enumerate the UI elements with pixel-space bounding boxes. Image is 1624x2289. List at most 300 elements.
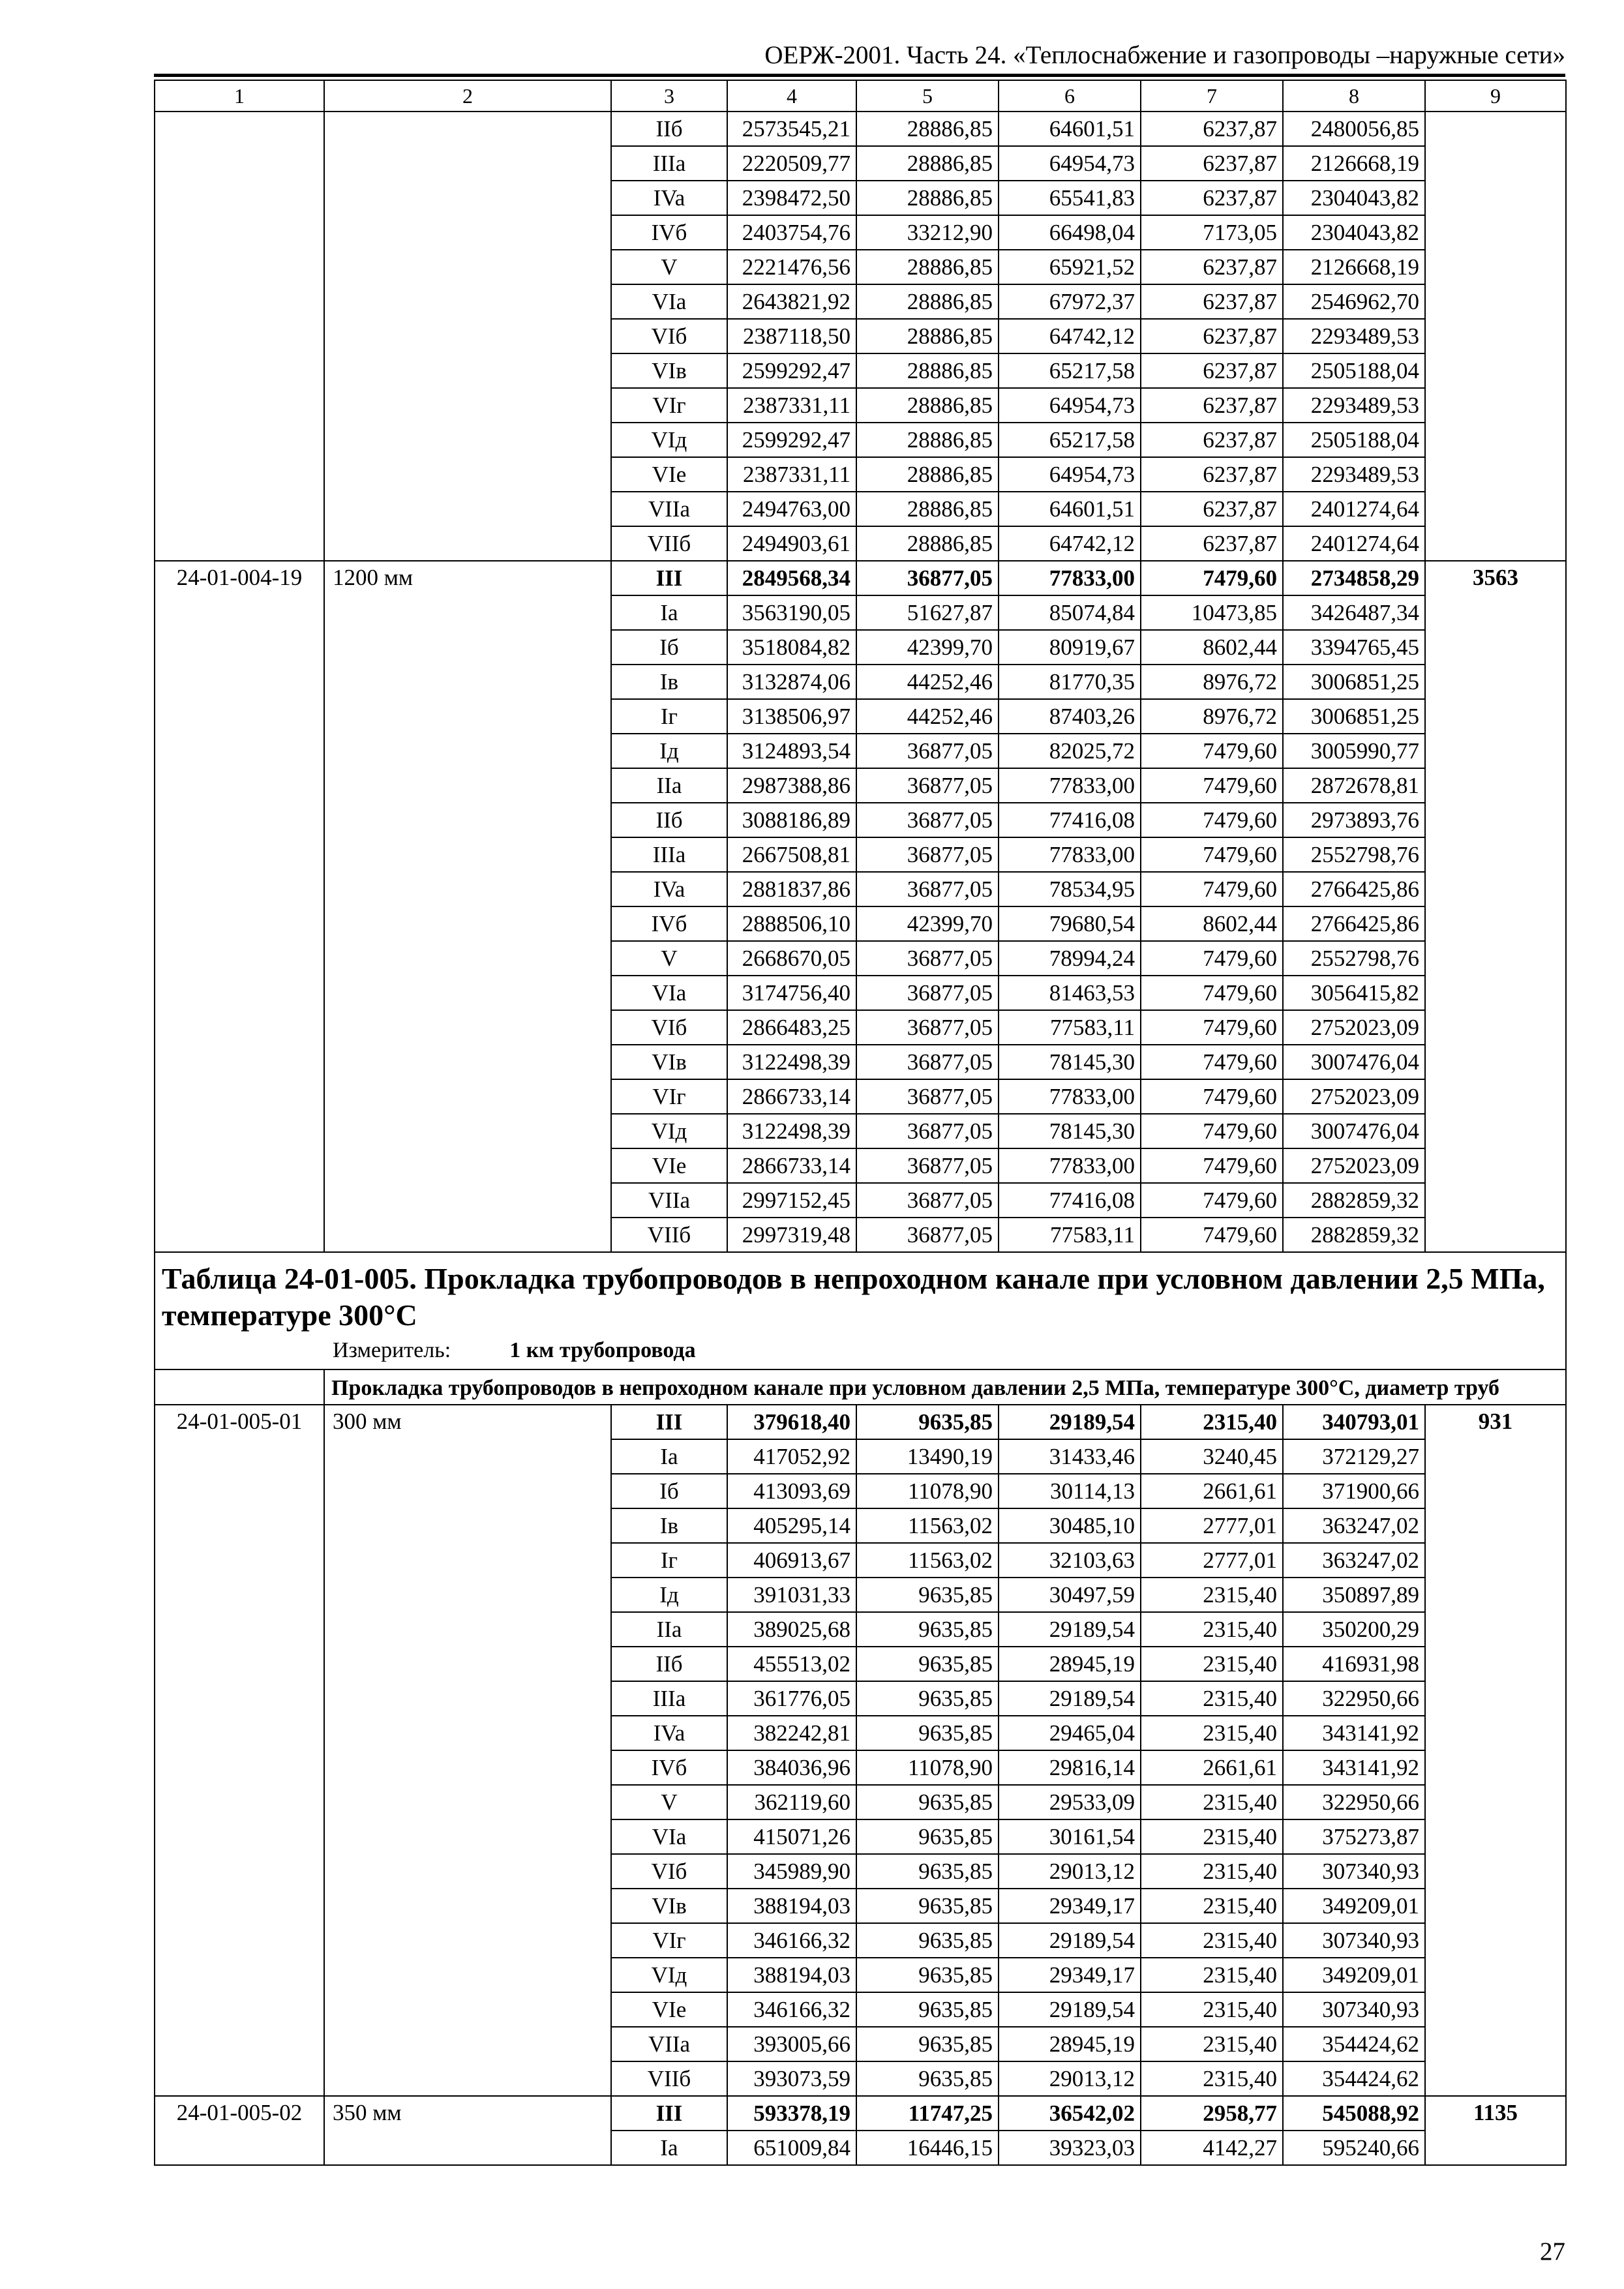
table-subtitle-row <box>155 1369 1566 1405</box>
labor-cost-cell: 36877,05 <box>856 1148 999 1183</box>
table-row <box>155 561 1566 595</box>
machine-cost-cell: 78145,30 <box>999 1045 1141 1079</box>
operator-wage-cell: 2315,40 <box>1141 1405 1283 1439</box>
direct-cost-cell: 2494763,00 <box>727 492 856 526</box>
machine-cost-cell: 39323,03 <box>999 2131 1141 2165</box>
labor-cost-cell: 28886,85 <box>856 181 999 215</box>
variant-cell: VIe <box>611 1148 727 1183</box>
direct-cost-cell: 2997152,45 <box>727 1183 856 1218</box>
machine-cost-cell: 29189,54 <box>999 1612 1141 1647</box>
machine-cost-cell: 29189,54 <box>999 1992 1141 2027</box>
labor-cost-cell: 28886,85 <box>856 457 999 492</box>
operator-wage-cell: 7479,60 <box>1141 1218 1283 1252</box>
direct-cost-cell: 2221476,56 <box>727 250 856 284</box>
variant-cell: IIб <box>611 1647 727 1681</box>
labor-cost-cell: 28886,85 <box>856 146 999 181</box>
labor-cost-cell: 9635,85 <box>856 1785 999 1819</box>
operator-wage-cell: 7479,60 <box>1141 1079 1283 1114</box>
labor-cost-cell: 36877,05 <box>856 1079 999 1114</box>
labor-hours-total <box>1425 112 1566 561</box>
material-cost-cell: 2293489,53 <box>1283 388 1425 423</box>
material-cost-cell: 2872678,81 <box>1283 768 1425 803</box>
material-cost-cell: 349209,01 <box>1283 1958 1425 1992</box>
direct-cost-cell: 393005,66 <box>727 2027 856 2061</box>
operator-wage-cell: 2315,40 <box>1141 1923 1283 1958</box>
operator-wage-cell: 2315,40 <box>1141 1958 1283 1992</box>
direct-cost-cell: 393073,59 <box>727 2061 856 2096</box>
operator-wage-cell: 7479,60 <box>1141 768 1283 803</box>
variant-cell: VIб <box>611 319 727 353</box>
operator-wage-cell: 6237,87 <box>1141 284 1283 319</box>
machine-cost-cell: 77416,08 <box>999 803 1141 837</box>
labor-cost-cell: 28886,85 <box>856 319 999 353</box>
labor-cost-cell: 16446,15 <box>856 2131 999 2165</box>
material-cost-cell: 354424,62 <box>1283 2061 1425 2096</box>
material-cost-cell: 2552798,76 <box>1283 837 1425 872</box>
operator-wage-cell: 6237,87 <box>1141 146 1283 181</box>
machine-cost-cell: 29013,12 <box>999 2061 1141 2096</box>
direct-cost-cell: 2866733,14 <box>727 1079 856 1114</box>
table-row <box>155 112 1566 146</box>
operator-wage-cell: 2315,40 <box>1141 1992 1283 2027</box>
material-cost-cell: 2304043,82 <box>1283 181 1425 215</box>
direct-cost-cell: 362119,60 <box>727 1785 856 1819</box>
machine-cost-cell: 66498,04 <box>999 215 1141 250</box>
material-cost-cell: 3426487,34 <box>1283 595 1425 630</box>
variant-cell: IVб <box>611 906 727 941</box>
machine-cost-cell: 64601,51 <box>999 492 1141 526</box>
variant-cell: V <box>611 1785 727 1819</box>
column-number: 3 <box>611 80 727 112</box>
material-cost-cell: 2766425,86 <box>1283 906 1425 941</box>
material-cost-cell: 2752023,09 <box>1283 1079 1425 1114</box>
variant-cell: IIIa <box>611 837 727 872</box>
operator-wage-cell: 2777,01 <box>1141 1543 1283 1578</box>
machine-cost-cell: 64742,12 <box>999 319 1141 353</box>
labor-cost-cell: 11078,90 <box>856 1474 999 1508</box>
machine-cost-cell: 36542,02 <box>999 2096 1141 2131</box>
material-cost-cell: 545088,92 <box>1283 2096 1425 2131</box>
variant-cell: IIб <box>611 803 727 837</box>
operator-wage-cell: 2315,40 <box>1141 1854 1283 1889</box>
operator-wage-cell: 2315,40 <box>1141 2027 1283 2061</box>
labor-cost-cell: 36877,05 <box>856 837 999 872</box>
header-rule <box>154 74 1565 77</box>
material-cost-cell: 595240,66 <box>1283 2131 1425 2165</box>
direct-cost-cell: 3122498,39 <box>727 1114 856 1148</box>
labor-cost-cell: 36877,05 <box>856 1010 999 1045</box>
direct-cost-cell: 3124893,54 <box>727 734 856 768</box>
subtitle-blank-cell <box>155 1369 324 1405</box>
variant-cell: Iг <box>611 699 727 734</box>
operator-wage-cell: 7479,60 <box>1141 976 1283 1010</box>
machine-cost-cell: 29349,17 <box>999 1889 1141 1923</box>
operator-wage-cell: 3240,45 <box>1141 1439 1283 1474</box>
operator-wage-cell: 7479,60 <box>1141 734 1283 768</box>
variant-cell: Ia <box>611 2131 727 2165</box>
column-number: 1 <box>155 80 324 112</box>
direct-cost-cell: 2599292,47 <box>727 353 856 388</box>
operator-wage-cell: 4142,27 <box>1141 2131 1283 2165</box>
operator-wage-cell: 7479,60 <box>1141 941 1283 976</box>
machine-cost-cell: 65217,58 <box>999 423 1141 457</box>
direct-cost-cell: 3518084,82 <box>727 630 856 665</box>
material-cost-cell: 2304043,82 <box>1283 215 1425 250</box>
material-cost-cell: 416931,98 <box>1283 1647 1425 1681</box>
machine-cost-cell: 82025,72 <box>999 734 1141 768</box>
operator-wage-cell: 6237,87 <box>1141 112 1283 146</box>
machine-cost-cell: 78534,95 <box>999 872 1141 906</box>
material-cost-cell: 3006851,25 <box>1283 665 1425 699</box>
material-cost-cell: 3007476,04 <box>1283 1114 1425 1148</box>
direct-cost-cell: 415071,26 <box>727 1819 856 1854</box>
labor-cost-cell: 36877,05 <box>856 768 999 803</box>
variant-cell: Iд <box>611 734 727 768</box>
operator-wage-cell: 6237,87 <box>1141 250 1283 284</box>
direct-cost-cell: 417052,92 <box>727 1439 856 1474</box>
variant-cell: IIб <box>611 112 727 146</box>
variant-cell: Iв <box>611 1508 727 1543</box>
operator-wage-cell: 2777,01 <box>1141 1508 1283 1543</box>
direct-cost-cell: 388194,03 <box>727 1889 856 1923</box>
machine-cost-cell: 81770,35 <box>999 665 1141 699</box>
direct-cost-cell: 2866483,25 <box>727 1010 856 1045</box>
labor-cost-cell: 28886,85 <box>856 284 999 319</box>
variant-cell: VIa <box>611 1819 727 1854</box>
material-cost-cell: 372129,27 <box>1283 1439 1425 1474</box>
direct-cost-cell: 384036,96 <box>727 1750 856 1785</box>
variant-cell: VIв <box>611 1889 727 1923</box>
labor-cost-cell: 44252,46 <box>856 665 999 699</box>
material-cost-cell: 3394765,45 <box>1283 630 1425 665</box>
column-number: 4 <box>727 80 856 112</box>
variant-cell: Ia <box>611 1439 727 1474</box>
table-title-row <box>155 1252 1566 1369</box>
material-cost-cell: 2766425,86 <box>1283 872 1425 906</box>
machine-cost-cell: 32103,63 <box>999 1543 1141 1578</box>
material-cost-cell: 2973893,76 <box>1283 803 1425 837</box>
labor-cost-cell: 36877,05 <box>856 976 999 1010</box>
variant-cell: VIIa <box>611 492 727 526</box>
direct-cost-cell: 2667508,81 <box>727 837 856 872</box>
labor-cost-cell: 36877,05 <box>856 561 999 595</box>
material-cost-cell: 343141,92 <box>1283 1716 1425 1750</box>
labor-cost-cell: 36877,05 <box>856 803 999 837</box>
direct-cost-cell: 2849568,34 <box>727 561 856 595</box>
column-number: 9 <box>1425 80 1566 112</box>
variant-cell: VIIa <box>611 2027 727 2061</box>
operator-wage-cell: 7479,60 <box>1141 1010 1283 1045</box>
material-cost-cell: 2126668,19 <box>1283 250 1425 284</box>
measure-line <box>333 1336 1559 1365</box>
labor-cost-cell: 9635,85 <box>856 1578 999 1612</box>
labor-cost-cell: 28886,85 <box>856 353 999 388</box>
variant-cell: IVa <box>611 1716 727 1750</box>
material-cost-cell: 3007476,04 <box>1283 1045 1425 1079</box>
labor-cost-cell: 28886,85 <box>856 423 999 457</box>
variant-cell: V <box>611 941 727 976</box>
machine-cost-cell: 64742,12 <box>999 526 1141 561</box>
labor-cost-cell: 9635,85 <box>856 2061 999 2096</box>
machine-cost-cell: 77833,00 <box>999 1148 1141 1183</box>
variant-cell: III <box>611 1405 727 1439</box>
variant-cell: IVб <box>611 1750 727 1785</box>
direct-cost-cell: 2387331,11 <box>727 388 856 423</box>
material-cost-cell: 2293489,53 <box>1283 319 1425 353</box>
labor-cost-cell: 36877,05 <box>856 1114 999 1148</box>
material-cost-cell: 2546962,70 <box>1283 284 1425 319</box>
machine-cost-cell: 77833,00 <box>999 768 1141 803</box>
direct-cost-cell: 346166,32 <box>727 1923 856 1958</box>
column-number: 2 <box>324 80 611 112</box>
variant-cell: VIIa <box>611 1183 727 1218</box>
material-cost-cell: 2882859,32 <box>1283 1183 1425 1218</box>
material-cost-cell: 3056415,82 <box>1283 976 1425 1010</box>
direct-cost-cell: 3122498,39 <box>727 1045 856 1079</box>
variant-cell: Ia <box>611 595 727 630</box>
machine-cost-cell: 65921,52 <box>999 250 1141 284</box>
variant-cell: VIe <box>611 1992 727 2027</box>
material-cost-cell: 363247,02 <box>1283 1543 1425 1578</box>
operator-wage-cell: 2315,40 <box>1141 1647 1283 1681</box>
direct-cost-cell: 413093,69 <box>727 1474 856 1508</box>
variant-cell: VIe <box>611 457 727 492</box>
variant-cell: Iв <box>611 665 727 699</box>
operator-wage-cell: 6237,87 <box>1141 492 1283 526</box>
material-cost-cell: 2552798,76 <box>1283 941 1425 976</box>
material-cost-cell: 343141,92 <box>1283 1750 1425 1785</box>
machine-cost-cell: 77833,00 <box>999 1079 1141 1114</box>
material-cost-cell: 2505188,04 <box>1283 353 1425 388</box>
machine-cost-cell: 65217,58 <box>999 353 1141 388</box>
operator-wage-cell: 2315,40 <box>1141 1716 1283 1750</box>
labor-cost-cell: 9635,85 <box>856 1716 999 1750</box>
machine-cost-cell: 87403,26 <box>999 699 1141 734</box>
column-number: 6 <box>999 80 1141 112</box>
column-number: 8 <box>1283 80 1425 112</box>
labor-cost-cell: 9635,85 <box>856 1854 999 1889</box>
labor-cost-cell: 42399,70 <box>856 630 999 665</box>
labor-cost-cell: 28886,85 <box>856 250 999 284</box>
material-cost-cell: 2401274,64 <box>1283 492 1425 526</box>
variant-cell: Iб <box>611 1474 727 1508</box>
operator-wage-cell: 6237,87 <box>1141 457 1283 492</box>
direct-cost-cell: 2573545,21 <box>727 112 856 146</box>
labor-cost-cell: 9635,85 <box>856 1405 999 1439</box>
variant-cell: IIIa <box>611 1681 727 1716</box>
material-cost-cell: 2126668,19 <box>1283 146 1425 181</box>
labor-cost-cell: 36877,05 <box>856 1045 999 1079</box>
operator-wage-cell: 6237,87 <box>1141 319 1283 353</box>
operator-wage-cell: 7479,60 <box>1141 561 1283 595</box>
machine-cost-cell: 85074,84 <box>999 595 1141 630</box>
variant-cell: VIг <box>611 1079 727 1114</box>
variant-cell: Iб <box>611 630 727 665</box>
column-number: 7 <box>1141 80 1283 112</box>
direct-cost-cell: 2987388,86 <box>727 768 856 803</box>
rate-code: 24-01-005-02 <box>155 2096 324 2165</box>
labor-cost-cell: 11747,25 <box>856 2096 999 2131</box>
pipe-diameter: 1200 мм <box>324 561 611 1252</box>
variant-cell: Iд <box>611 1578 727 1612</box>
machine-cost-cell: 77583,11 <box>999 1010 1141 1045</box>
machine-cost-cell: 78145,30 <box>999 1114 1141 1148</box>
material-cost-cell: 2480056,85 <box>1283 112 1425 146</box>
labor-cost-cell: 44252,46 <box>856 699 999 734</box>
material-cost-cell: 2293489,53 <box>1283 457 1425 492</box>
labor-cost-cell: 9635,85 <box>856 2027 999 2061</box>
direct-cost-cell: 651009,84 <box>727 2131 856 2165</box>
labor-cost-cell: 36877,05 <box>856 734 999 768</box>
labor-cost-cell: 36877,05 <box>856 872 999 906</box>
column-number: 5 <box>856 80 999 112</box>
operator-wage-cell: 8602,44 <box>1141 630 1283 665</box>
labor-cost-cell: 36877,05 <box>856 1218 999 1252</box>
labor-cost-cell: 9635,85 <box>856 1992 999 2027</box>
direct-cost-cell: 382242,81 <box>727 1716 856 1750</box>
machine-cost-cell: 30497,59 <box>999 1578 1141 1612</box>
machine-cost-cell: 64954,73 <box>999 388 1141 423</box>
direct-cost-cell: 345989,90 <box>727 1854 856 1889</box>
labor-hours-total: 3563 <box>1425 561 1566 1252</box>
variant-cell: III <box>611 2096 727 2131</box>
operator-wage-cell: 8602,44 <box>1141 906 1283 941</box>
operator-wage-cell: 6237,87 <box>1141 423 1283 457</box>
material-cost-cell: 375273,87 <box>1283 1819 1425 1854</box>
material-cost-cell: 2752023,09 <box>1283 1148 1425 1183</box>
direct-cost-cell: 405295,14 <box>727 1508 856 1543</box>
labor-cost-cell: 42399,70 <box>856 906 999 941</box>
table-title-cell <box>155 1252 1566 1369</box>
direct-cost-cell: 3138506,97 <box>727 699 856 734</box>
operator-wage-cell: 8976,72 <box>1141 665 1283 699</box>
operator-wage-cell: 7173,05 <box>1141 215 1283 250</box>
variant-cell: VIб <box>611 1010 727 1045</box>
variant-cell: IVa <box>611 181 727 215</box>
machine-cost-cell: 30114,13 <box>999 1474 1141 1508</box>
material-cost-cell: 349209,01 <box>1283 1889 1425 1923</box>
direct-cost-cell: 2997319,48 <box>727 1218 856 1252</box>
machine-cost-cell: 64954,73 <box>999 457 1141 492</box>
variant-cell: VIг <box>611 388 727 423</box>
direct-cost-cell: 2398472,50 <box>727 181 856 215</box>
material-cost-cell: 307340,93 <box>1283 1923 1425 1958</box>
labor-cost-cell: 9635,85 <box>856 1681 999 1716</box>
direct-cost-cell: 455513,02 <box>727 1647 856 1681</box>
operator-wage-cell: 2315,40 <box>1141 2061 1283 2096</box>
direct-cost-cell: 388194,03 <box>727 1958 856 1992</box>
labor-cost-cell: 11563,02 <box>856 1508 999 1543</box>
variant-cell: IIa <box>611 1612 727 1647</box>
material-cost-cell: 354424,62 <box>1283 2027 1425 2061</box>
labor-cost-cell: 51627,87 <box>856 595 999 630</box>
variant-cell: III <box>611 561 727 595</box>
operator-wage-cell: 6237,87 <box>1141 526 1283 561</box>
direct-cost-cell: 3563190,05 <box>727 595 856 630</box>
labor-cost-cell: 11563,02 <box>856 1543 999 1578</box>
table-title: Таблица 24-01-005. Прокладка трубопроводов в непроходном канале при условном давлении 2,5 МПа, температуре 300°С <box>162 1262 1545 1332</box>
machine-cost-cell: 31433,46 <box>999 1439 1141 1474</box>
operator-wage-cell: 6237,87 <box>1141 181 1283 215</box>
pipe-diameter: 350 мм <box>324 2096 611 2165</box>
machine-cost-cell: 29349,17 <box>999 1958 1141 1992</box>
labor-cost-cell: 33212,90 <box>856 215 999 250</box>
machine-cost-cell: 67972,37 <box>999 284 1141 319</box>
table-row <box>155 1405 1566 1439</box>
operator-wage-cell: 2315,40 <box>1141 1612 1283 1647</box>
direct-cost-cell: 2668670,05 <box>727 941 856 976</box>
rate-code: 24-01-005-01 <box>155 1405 324 2096</box>
machine-cost-cell: 79680,54 <box>999 906 1141 941</box>
table-subtitle: Прокладка трубопроводов в непроходном канале при условном давлении 2,5 МПа, температуре 300°С, диаметр труб <box>324 1369 1566 1405</box>
variant-cell: VIв <box>611 353 727 388</box>
direct-cost-cell: 2643821,92 <box>727 284 856 319</box>
machine-cost-cell: 77833,00 <box>999 561 1141 595</box>
variant-cell: VIд <box>611 423 727 457</box>
machine-cost-cell: 30485,10 <box>999 1508 1141 1543</box>
direct-cost-cell: 2599292,47 <box>727 423 856 457</box>
material-cost-cell: 2734858,29 <box>1283 561 1425 595</box>
labor-cost-cell: 28886,85 <box>856 388 999 423</box>
labor-cost-cell: 9635,85 <box>856 1889 999 1923</box>
material-cost-cell: 371900,66 <box>1283 1474 1425 1508</box>
labor-cost-cell: 28886,85 <box>856 492 999 526</box>
direct-cost-cell: 2387118,50 <box>727 319 856 353</box>
material-cost-cell: 2505188,04 <box>1283 423 1425 457</box>
pipe-diameter: 300 мм <box>324 1405 611 2096</box>
direct-cost-cell: 391031,33 <box>727 1578 856 1612</box>
column-number-row <box>155 80 1566 112</box>
machine-cost-cell: 29189,54 <box>999 1405 1141 1439</box>
machine-cost-cell: 77583,11 <box>999 1218 1141 1252</box>
machine-cost-cell: 64601,51 <box>999 112 1141 146</box>
material-cost-cell: 322950,66 <box>1283 1681 1425 1716</box>
direct-cost-cell: 2403754,76 <box>727 215 856 250</box>
direct-cost-cell: 3132874,06 <box>727 665 856 699</box>
variant-cell: V <box>611 250 727 284</box>
direct-cost-cell: 406913,67 <box>727 1543 856 1578</box>
labor-cost-cell: 13490,19 <box>856 1439 999 1474</box>
measure-value: 1 км трубопровода <box>509 1338 696 1362</box>
measure-label: Измеритель: <box>333 1338 451 1362</box>
operator-wage-cell: 6237,87 <box>1141 388 1283 423</box>
variant-cell: Iг <box>611 1543 727 1578</box>
labor-hours-total: 1135 <box>1425 2096 1566 2165</box>
material-cost-cell: 307340,93 <box>1283 1854 1425 1889</box>
material-cost-cell: 363247,02 <box>1283 1508 1425 1543</box>
direct-cost-cell: 2387331,11 <box>727 457 856 492</box>
direct-cost-cell: 3174756,40 <box>727 976 856 1010</box>
variant-cell: VIa <box>611 284 727 319</box>
machine-cost-cell: 77833,00 <box>999 837 1141 872</box>
variant-cell: VIг <box>611 1923 727 1958</box>
variant-cell: VIIб <box>611 2061 727 2096</box>
machine-cost-cell: 65541,83 <box>999 181 1141 215</box>
labor-cost-cell: 28886,85 <box>856 112 999 146</box>
operator-wage-cell: 6237,87 <box>1141 353 1283 388</box>
table-row <box>155 2096 1566 2131</box>
operator-wage-cell: 7479,60 <box>1141 803 1283 837</box>
machine-cost-cell: 29189,54 <box>999 1923 1141 1958</box>
operator-wage-cell: 2661,61 <box>1141 1474 1283 1508</box>
labor-cost-cell: 36877,05 <box>856 941 999 976</box>
operator-wage-cell: 2315,40 <box>1141 1785 1283 1819</box>
direct-cost-cell: 2220509,77 <box>727 146 856 181</box>
material-cost-cell: 340793,01 <box>1283 1405 1425 1439</box>
material-cost-cell: 322950,66 <box>1283 1785 1425 1819</box>
operator-wage-cell: 2661,61 <box>1141 1750 1283 1785</box>
machine-cost-cell: 29533,09 <box>999 1785 1141 1819</box>
